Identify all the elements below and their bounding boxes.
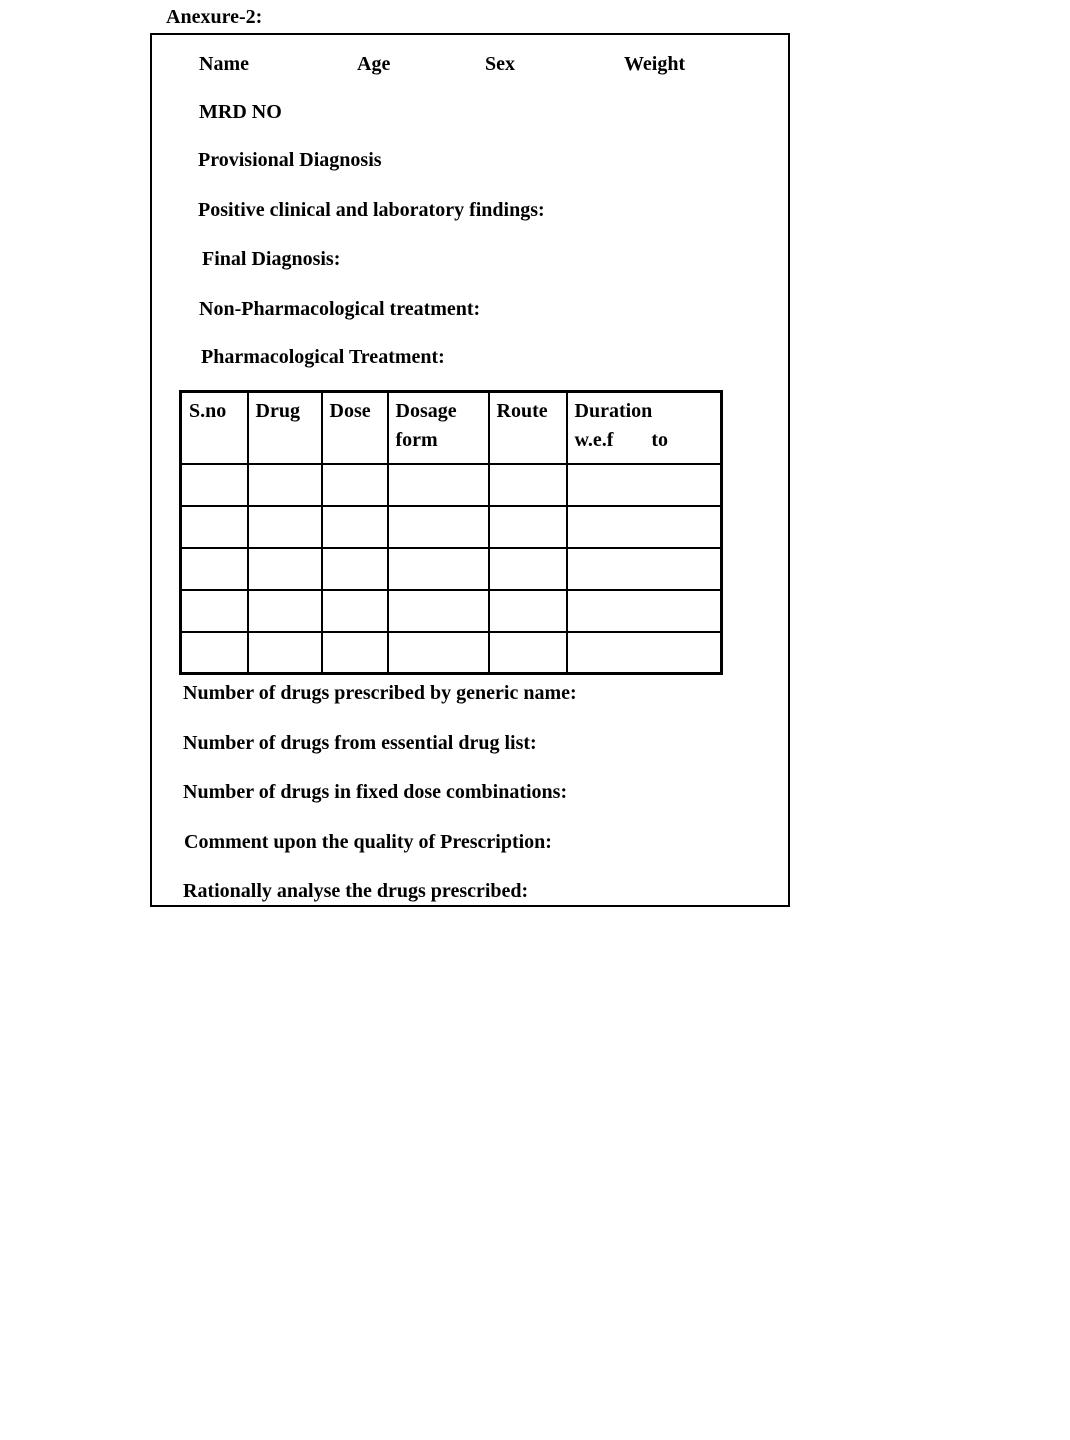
table-cell (567, 632, 722, 674)
duration-to: to (651, 429, 669, 451)
table-cell (181, 506, 248, 548)
table-cell (567, 548, 722, 590)
col-header-dose: Dose (322, 392, 388, 464)
label-non-pharmacological: Non-Pharmacological treatment: (199, 298, 481, 320)
table-cell (181, 464, 248, 506)
table-row (181, 506, 722, 548)
duration-wef: w.e.f (574, 429, 614, 451)
table-cell (248, 632, 322, 674)
label-rational-analysis: Rationally analyse the drugs prescribed: (183, 880, 529, 902)
table-cell (248, 548, 322, 590)
annexure-title: Anexure-2: (166, 6, 263, 28)
table-cell (388, 632, 489, 674)
label-positive-findings: Positive clinical and laboratory findings: (198, 199, 545, 221)
col-header-dosage-form: Dosage form (388, 392, 489, 464)
table-cell (489, 548, 567, 590)
table-cell (567, 464, 722, 506)
col-header-sno: S.no (181, 392, 248, 464)
label-sex: Sex (485, 53, 515, 75)
table-cell (181, 548, 248, 590)
label-drugs-fixed-dose: Number of drugs in fixed dose combinations: (183, 781, 568, 803)
col-header-drug: Drug (248, 392, 322, 464)
table-cell (388, 506, 489, 548)
label-name: Name (199, 53, 249, 75)
table-row (181, 590, 722, 632)
label-age: Age (357, 53, 391, 75)
table-cell (322, 590, 388, 632)
table-cell (322, 632, 388, 674)
label-weight: Weight (624, 53, 686, 75)
table-cell (248, 506, 322, 548)
label-quality-comment: Comment upon the quality of Prescription: (184, 831, 552, 853)
form-border-box (150, 33, 790, 907)
table-cell (489, 506, 567, 548)
table-cell (388, 464, 489, 506)
drug-table (179, 390, 723, 675)
drug-table-header-row (181, 392, 722, 464)
table-cell (388, 590, 489, 632)
table-row (181, 632, 722, 674)
label-final-diagnosis: Final Diagnosis: (202, 248, 341, 270)
table-cell (248, 464, 322, 506)
label-pharmacological: Pharmacological Treatment: (201, 346, 445, 368)
table-cell (489, 464, 567, 506)
table-cell (489, 590, 567, 632)
table-cell (567, 590, 722, 632)
table-cell (322, 464, 388, 506)
table-row (181, 464, 722, 506)
table-cell (322, 506, 388, 548)
table-row (181, 548, 722, 590)
col-header-duration: Duration w.e.f to (567, 392, 722, 464)
table-cell (388, 548, 489, 590)
label-drugs-generic-name: Number of drugs prescribed by generic name: (183, 682, 577, 704)
table-cell (567, 506, 722, 548)
label-provisional-diagnosis: Provisional Diagnosis (198, 149, 382, 171)
table-cell (489, 632, 567, 674)
table-cell (181, 632, 248, 674)
label-drugs-essential-list: Number of drugs from essential drug list: (183, 732, 537, 754)
table-cell (248, 590, 322, 632)
label-mrd-no: MRD NO (199, 101, 282, 123)
table-cell (322, 548, 388, 590)
table-cell (181, 590, 248, 632)
col-header-route: Route (489, 392, 567, 464)
